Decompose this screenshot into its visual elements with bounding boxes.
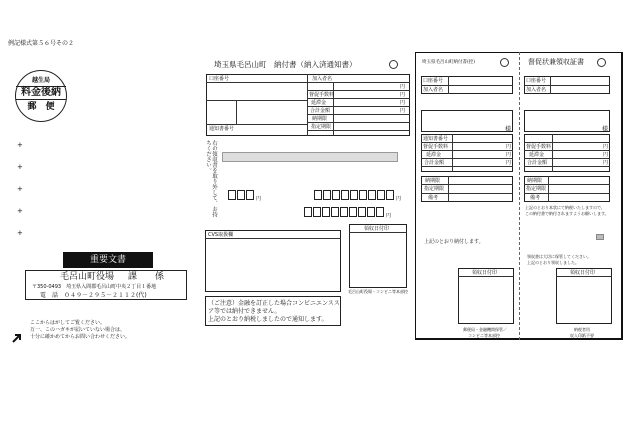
slip-notice-1: （ご注意）金融を訂正した場合コンビニエンスス	[208, 300, 340, 307]
label-item2: 延滞金	[311, 100, 327, 106]
sender-office: 毛呂山町役場	[60, 272, 115, 282]
label-designated: 指定期限	[311, 124, 332, 130]
yen: 円	[400, 108, 406, 114]
mid-title: 埼玉県毛呂山町納付書(控)	[422, 60, 476, 65]
label-payer: 加入者名	[312, 76, 333, 82]
peel-note-2: 万一、このハガキが届いていない場合は、	[30, 327, 126, 333]
peel-note-3: 十分に確かめてからお問い合わせください。	[30, 334, 131, 340]
label-due: 納期限	[312, 116, 328, 122]
seal-icon	[500, 58, 509, 67]
postmark	[15, 70, 67, 122]
slip-notice-2: ア等では納付できません。	[208, 308, 281, 315]
seal-icon	[597, 58, 606, 67]
peel-note-1: ここからはがしてご覧ください。	[30, 320, 106, 326]
label-account: 口座番号	[209, 76, 230, 82]
peel-arrow-icon	[12, 328, 22, 338]
plus-mark: +	[17, 163, 23, 171]
sender-dept: 課 係	[128, 272, 165, 282]
yen: 円	[400, 92, 406, 98]
postmark-office: 越生局	[31, 77, 50, 84]
plus-mark: +	[17, 185, 23, 193]
right-name-box	[524, 110, 610, 132]
plus-mark: +	[17, 207, 23, 215]
important-doc-banner: 重要文書	[63, 252, 153, 268]
sender-address: 〒350-0493 埼玉県入間郡毛呂山町中央２丁目１番地	[32, 284, 157, 290]
slip-notice-3: 上記のとおり納税しましたので通知します。	[208, 316, 328, 323]
right-title: 督促状兼領収証書	[528, 58, 584, 66]
stamp-caption: 毛呂山町役場・コンビニ等本部控	[348, 289, 408, 294]
sender-tel: 電 話 ０４９－２９５－２１１２(代)	[40, 292, 147, 299]
form-code: 例記様式第５６号その２	[8, 40, 75, 47]
yen: 円	[400, 84, 406, 90]
label-item1: 督促手数料	[309, 92, 335, 98]
label-payee-code: 通知書番号	[209, 126, 235, 132]
yen: 円	[400, 100, 406, 106]
postmark-post: 郵 便	[27, 102, 55, 112]
mid-notice: 上記のとおり納付します。	[424, 239, 484, 245]
postmark-fee: 料金後納	[16, 86, 66, 100]
seal-icon	[389, 60, 398, 69]
gray-square	[596, 234, 604, 240]
slip-title: 埼玉県毛呂山町 納付書（納入済通知書）	[214, 60, 357, 69]
stamp-box	[349, 224, 407, 288]
cvs-label: CVS取扱欄	[208, 232, 234, 238]
plus-mark: +	[17, 229, 23, 237]
label-item3: 合計金額	[310, 108, 331, 114]
stamp-label: 領収日付印	[364, 226, 390, 232]
mid-name-box	[421, 110, 513, 132]
plus-mark: +	[17, 141, 23, 149]
vertical-note: 右の領収書を取り外して、お持ちください。	[205, 140, 217, 217]
barcode-strip	[222, 152, 398, 162]
cvs-box	[205, 230, 341, 292]
